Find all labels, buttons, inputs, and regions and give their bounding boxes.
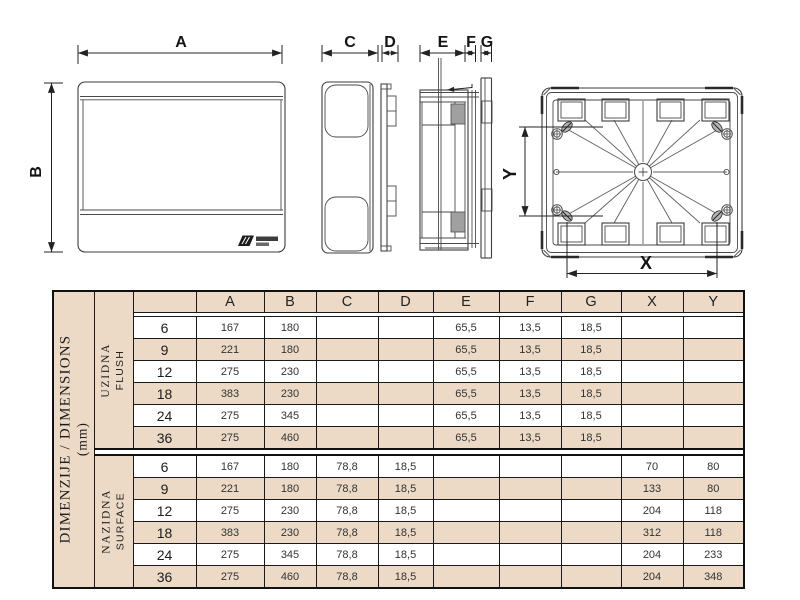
- table-cell: 348: [683, 566, 744, 589]
- table-cell: 78,8: [316, 455, 378, 478]
- table-cell: [316, 317, 378, 339]
- brand-logo: [238, 236, 278, 247]
- table-cell: [433, 478, 499, 500]
- table-cell: 13,5: [499, 427, 561, 450]
- table-cell: 233: [683, 544, 744, 566]
- table-cell: 230: [264, 383, 316, 405]
- table-cell: 204: [621, 500, 683, 522]
- group-label-flush: UZIDNA FLUSH: [94, 291, 133, 449]
- table-cell: [561, 500, 621, 522]
- table-cell: 65,5: [433, 427, 499, 450]
- table-cell: 345: [264, 405, 316, 427]
- table-cell: [683, 405, 744, 427]
- table-cell: [499, 455, 561, 478]
- table-cell: 18,5: [378, 455, 433, 478]
- table-cell: 221: [196, 478, 264, 500]
- table-cell: 78,8: [316, 544, 378, 566]
- table-cell: 65,5: [433, 405, 499, 427]
- table-cell: [683, 427, 744, 450]
- table-cell: 230: [264, 500, 316, 522]
- table-cell: [433, 522, 499, 544]
- table-cell: 230: [264, 361, 316, 383]
- column-header-f: F: [499, 291, 561, 313]
- table-cell: 18,5: [561, 405, 621, 427]
- table-cell: 18,5: [561, 339, 621, 361]
- table-cell: 204: [621, 566, 683, 589]
- table-cell: [621, 427, 683, 450]
- table-cell: 70: [621, 455, 683, 478]
- table-cell: 275: [196, 361, 264, 383]
- table-row: [53, 544, 744, 566]
- table-cell: 18,5: [378, 544, 433, 566]
- dimensions-table: [52, 290, 745, 589]
- table-cell: [561, 566, 621, 589]
- table-cell: [316, 339, 378, 361]
- table-cell: 18,5: [378, 478, 433, 500]
- table-cell: 180: [264, 478, 316, 500]
- table-cell: 275: [196, 500, 264, 522]
- dim-label-b: B: [28, 166, 45, 178]
- table-cell: 65,5: [433, 361, 499, 383]
- side-label-line2: (mm): [74, 422, 90, 457]
- dim-label-y: Y: [500, 167, 520, 181]
- table-cell: [433, 566, 499, 589]
- table-cell: 221: [196, 339, 264, 361]
- table-cell: [621, 383, 683, 405]
- table-cell: 80: [683, 455, 744, 478]
- table-cell: [621, 317, 683, 339]
- table-cell: [561, 522, 621, 544]
- side-label-line1: DIMENZIJE / DIMENSIONS: [57, 335, 74, 544]
- table-cell: 180: [264, 455, 316, 478]
- table-cell: 80: [683, 478, 744, 500]
- table-cell: 18,5: [378, 500, 433, 522]
- table-cell: [683, 317, 744, 339]
- table-cell: 65,5: [433, 383, 499, 405]
- table-cell: 133: [621, 478, 683, 500]
- dim-label-c: C: [344, 34, 356, 51]
- table-row: [53, 339, 744, 361]
- table-cell: [561, 544, 621, 566]
- table-cell: 78,8: [316, 478, 378, 500]
- table-cell: 118: [683, 522, 744, 544]
- size-cell: 6: [133, 317, 196, 339]
- table-cell: 13,5: [499, 361, 561, 383]
- size-cell: 18: [133, 522, 196, 544]
- table-cell: 460: [264, 566, 316, 589]
- table-row: [53, 317, 744, 339]
- size-cell: 12: [133, 361, 196, 383]
- dim-label-e: E: [437, 34, 449, 51]
- table-side-label: [53, 291, 94, 588]
- table-cell: 78,8: [316, 522, 378, 544]
- table-cell: [378, 339, 433, 361]
- size-cell: 12: [133, 500, 196, 522]
- column-header-c: C: [316, 291, 378, 313]
- table-row: [53, 455, 744, 478]
- table-cell: 180: [264, 317, 316, 339]
- column-header-g: G: [561, 291, 621, 313]
- table-row: [53, 383, 744, 405]
- back-view-drawing: [500, 88, 742, 278]
- table-cell: [621, 361, 683, 383]
- column-header-a: A: [196, 291, 264, 313]
- table-cell: [316, 383, 378, 405]
- table-cell: [316, 427, 378, 450]
- table-cell: 78,8: [316, 566, 378, 589]
- table-cell: [499, 478, 561, 500]
- table-cell: 18,5: [378, 566, 433, 589]
- table-cell: [378, 405, 433, 427]
- table-cell: 65,5: [433, 339, 499, 361]
- table-cell: 180: [264, 339, 316, 361]
- table-cell: 383: [196, 383, 264, 405]
- table-cell: [316, 405, 378, 427]
- table-cell: 345: [264, 544, 316, 566]
- dim-label-a: A: [175, 34, 187, 51]
- column-header-y: Y: [683, 291, 744, 313]
- table-cell: [378, 317, 433, 339]
- table-cell: 65,5: [433, 317, 499, 339]
- table-cell: [378, 361, 433, 383]
- dim-label-d: D: [384, 34, 396, 51]
- size-cell: 24: [133, 544, 196, 566]
- column-header-e: E: [433, 291, 499, 313]
- size-column-header: [133, 291, 196, 313]
- table-cell: [499, 500, 561, 522]
- table-cell: [433, 544, 499, 566]
- table-cell: 118: [683, 500, 744, 522]
- table-cell: 78,8: [316, 500, 378, 522]
- table-cell: [433, 455, 499, 478]
- size-cell: 36: [133, 566, 196, 589]
- technical-drawings: [0, 0, 800, 288]
- table-row: [53, 478, 744, 500]
- table-cell: [499, 522, 561, 544]
- table-cell: 460: [264, 427, 316, 450]
- table-cell: [561, 455, 621, 478]
- column-header-d: D: [378, 291, 433, 313]
- table-row: [53, 361, 744, 383]
- table-cell: [499, 544, 561, 566]
- table-cell: 275: [196, 544, 264, 566]
- table-cell: 204: [621, 544, 683, 566]
- size-cell: 9: [133, 339, 196, 361]
- table-cell: [378, 427, 433, 450]
- size-cell: 6: [133, 455, 196, 478]
- table-cell: [433, 500, 499, 522]
- column-header-b: B: [264, 291, 316, 313]
- side-view-flush-drawing: [420, 34, 493, 258]
- side-view-surface-drawing: [322, 34, 398, 253]
- size-cell: 18: [133, 383, 196, 405]
- table-row: [53, 522, 744, 544]
- group-label-surface: NAZIDNA SURFACE: [94, 455, 133, 588]
- table-cell: 312: [621, 522, 683, 544]
- size-cell: 9: [133, 478, 196, 500]
- table-row: [53, 405, 744, 427]
- table-cell: [683, 383, 744, 405]
- dim-label-g: G: [480, 34, 494, 51]
- table-cell: 13,5: [499, 317, 561, 339]
- table-cell: 275: [196, 566, 264, 589]
- table-cell: 13,5: [499, 405, 561, 427]
- table-cell: 275: [196, 427, 264, 450]
- table-cell: 18,5: [561, 427, 621, 450]
- table-cell: [316, 361, 378, 383]
- table-cell: [621, 339, 683, 361]
- dim-label-f: F: [466, 34, 476, 51]
- table-cell: 13,5: [499, 339, 561, 361]
- table-cell: 18,5: [561, 317, 621, 339]
- table-cell: 275: [196, 405, 264, 427]
- table-cell: 167: [196, 455, 264, 478]
- table-cell: 18,5: [378, 522, 433, 544]
- table-cell: 18,5: [561, 361, 621, 383]
- table-cell: 383: [196, 522, 264, 544]
- table-cell: [683, 361, 744, 383]
- size-cell: 36: [133, 427, 196, 450]
- dim-label-x: X: [639, 253, 653, 273]
- table-row: [53, 500, 744, 522]
- table-cell: [561, 478, 621, 500]
- table-row: [53, 566, 744, 589]
- table-cell: [499, 566, 561, 589]
- table-cell: [621, 405, 683, 427]
- front-view-drawing: [28, 34, 285, 252]
- table-cell: [378, 383, 433, 405]
- size-cell: 24: [133, 405, 196, 427]
- table-cell: 13,5: [499, 383, 561, 405]
- table-row: [53, 427, 744, 450]
- column-header-x: X: [621, 291, 683, 313]
- table-header-row: [53, 291, 744, 313]
- table-cell: 167: [196, 317, 264, 339]
- table-cell: 18,5: [561, 383, 621, 405]
- table-cell: 230: [264, 522, 316, 544]
- table-cell: [683, 339, 744, 361]
